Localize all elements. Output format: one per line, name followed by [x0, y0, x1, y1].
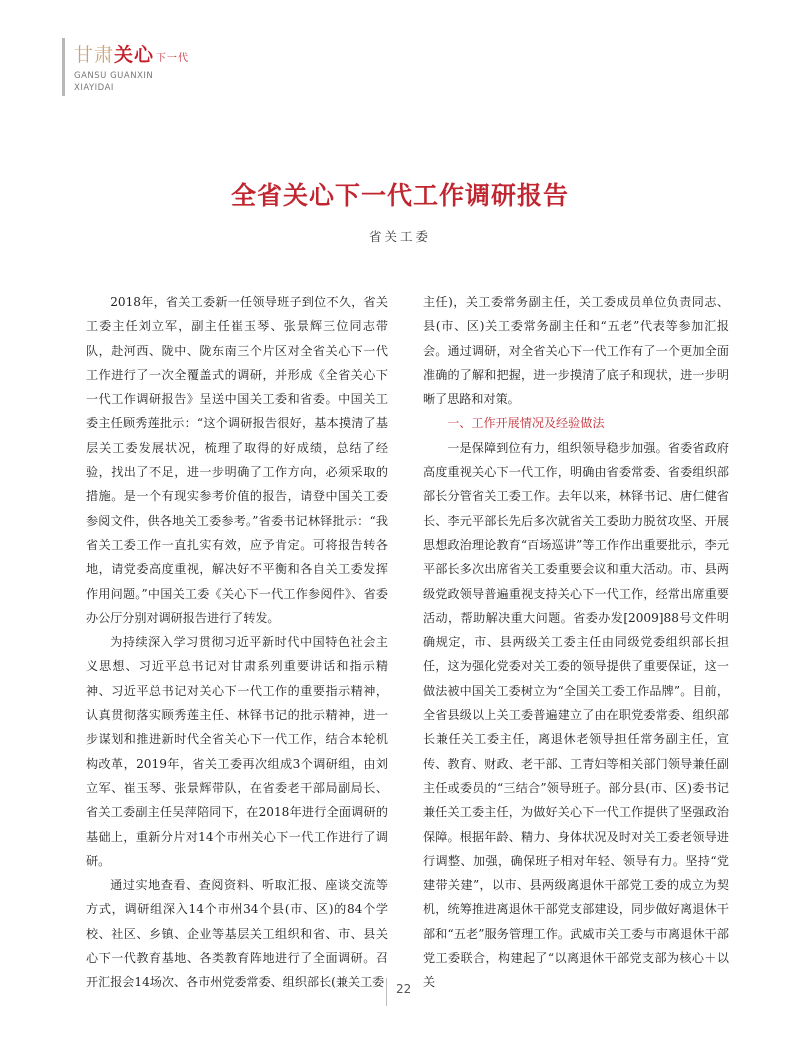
paragraph-4: 一是保障到位有力，组织领导稳步加强。省委省政府高度重视关心下一代工作，明确由省委常委、省委组织部部长分管省关工委工作。去年以来，林铎书记、唐仁健省长、李元平部长先后多次就省关工委助力脱贫攻坚、开展思想政治理论教育“百场巡讲”等工作作出重要批示，李元平部长多次出席省关工委重要会议和重大活动。市、县两级党政领导普遍重视支持关心下一代工作，经常出席重要活动，帮助解决重大问题。省委办发[2009]88号文件明确规定，市、县两级关工委主任由同级党委组织部长担任，这为强化党委对关工委的领导提供了重要保证，这一做法被中国关工委树立为“全国关工委工作品牌”。目前，全省县级以上关工委普遍建立了由在职党委常委、组织部长兼任关工委主任，离退休老领导担任常务副主任，宣传、教育、财政、老干部、工青妇等相关部门领导兼任副主任或委员的“三结合”领导班子。部分县(市、区)委书记兼任关工委主任，为做好关心下一代工作提供了坚强政治保障。根据年龄、精力、身体状况及时对关工委老领导进行调整、加强，确保班子相对年轻、领导有力。坚持“党建带关建”，以市、县两级离退休干部党工委的成立为契机，统筹推进离退休干部党支部建设，同步做好离退休干部和“五老”服务管理工作。武威市关工委与市离退休干部党工委联合，构建起了“以离退休干部党支部为核心＋以关	[423, 440, 729, 990]
logo-part-xiayidai: 下一代	[156, 53, 190, 64]
logo-english-line2: XIAYIDAI	[74, 83, 114, 93]
masthead-divider	[62, 38, 65, 96]
paragraph-1: 2018年，省关工委新一任领导班子到位不久，省关工委主任刘立军，副主任崔玉琴、张景辉三位同志带队，赴河西、陇中、陇东南三个片区对全省关心下一代工作进行了一次全覆盖式的调研，并形成《全省关心下一代工作调研报告》呈送中国关工委和省委。中国关工委主任顾秀莲批示：“这个调研报告很好，基本摸清了基层关工委发展状况，梳理了取得的好成绩，总结了经验，找出了不足，进一步明确了工作方向，必须采取的措施。是一个有现实参考价值的报告，请登中国关工委参阅文件，供各地关工委参考。”省委书记林铎批示：“我省关工委工作一直扎实有效，应予肯定。可将报告转各地，请党委高度重视，解决好不平衡和各自关工委发挥作用问题。”中国关工委《关心下一代工作参阅件》、省委办公厅分别对调研报告进行了转发。	[86, 295, 388, 625]
logo-chinese	[74, 40, 189, 67]
logo-part-guanxin: 关心	[114, 44, 155, 66]
footer-divider	[386, 978, 387, 1006]
paragraph-3-continued: 主任)，关工委常务副主任，关工委成员单位负责同志、县(市、区)关工委常务副主任和“五老”代表等参加汇报会。通过调研，对全省关心下一代工作有了一个更加全面准确的了解和把握，进一步摸清了底子和现状，进一步明晰了思路和对策。	[423, 295, 729, 407]
left-column	[86, 290, 388, 995]
masthead-logo	[62, 34, 262, 104]
section-heading: 一、工作开展情况及经验做法	[447, 416, 605, 431]
logo-english-line1: GANSU GUANXIN	[74, 71, 154, 81]
page-number: 22	[396, 982, 412, 996]
logo-part-gansu: 甘肃	[74, 44, 115, 66]
article-title: 全省关心下一代工作调研报告	[230, 181, 569, 210]
article-author: 省关工委	[368, 229, 431, 244]
paragraph-3: 通过实地查看、查阅资料、听取汇报、座谈交流等方式，调研组深入14个市州34个县(市、区)的84个学校、社区、乡镇、企业等基层关工组织和省、市、县关心下一代教育基地、各类教育阵地进行了全面调研。召开汇报会14场次、各市州党委常委、组织部长(兼关工委	[86, 878, 388, 990]
right-column	[423, 290, 729, 995]
paragraph-2: 为持续深入学习贯彻习近平新时代中国特色社会主义思想、习近平总书记对甘肃系列重要讲话和指示精神、习近平总书记对关心下一代工作的重要指示精神，认真贯彻落实顾秀莲主任、林铎书记的批示精神，进一步谋划和推进新时代全省关心下一代工作，结合本轮机构改革，2019年，省关工委再次组成3个调研组，由刘立军、崔玉琴、张景辉带队，在省委老干部局副局长、省关工委副主任吴萍陪同下，在2018年进行全面调研的基础上，重新分片对14个市州关心下一代工作进行了调研。	[86, 635, 388, 868]
